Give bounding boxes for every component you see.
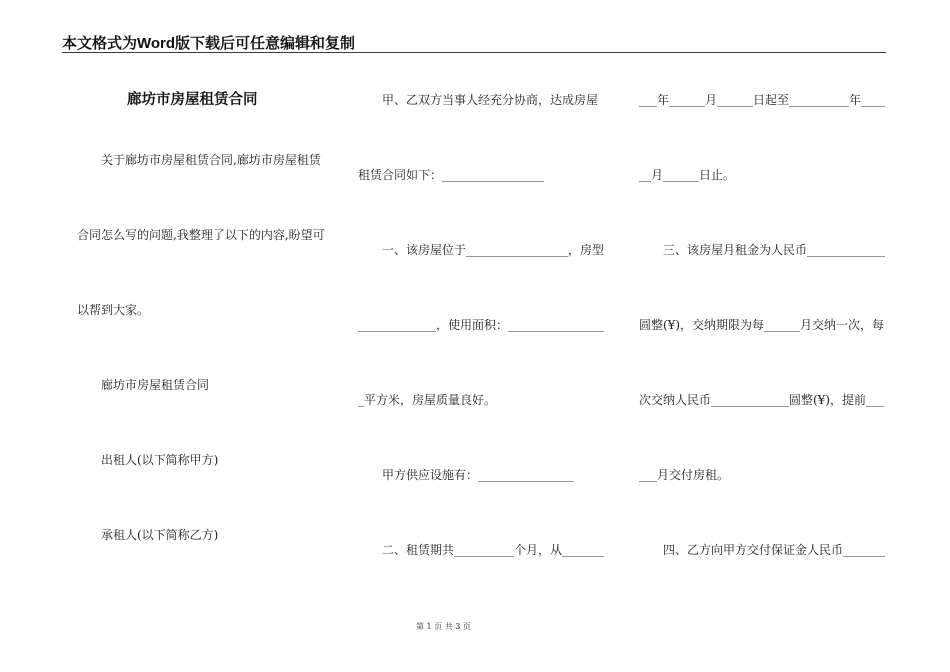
paragraph-line: 出租人(以下简称甲方): [101, 453, 219, 467]
contract-title: 廊坊市房屋租赁合同: [127, 92, 258, 108]
paragraph-line: 承租人(以下简称乙方): [101, 528, 219, 542]
paragraph-line: 甲、乙双方当事人经充分协商，达成房屋: [382, 93, 599, 107]
paragraph-line: ___月交付房租。: [639, 468, 730, 482]
paragraph-line: 二、租赁期共__________个月，从_______: [382, 543, 605, 557]
paragraph-line: 以帮到大家。: [77, 303, 150, 317]
paragraph-line: 圆整(¥)，交纳期限为每______月交纳一次，每: [639, 318, 884, 332]
column-right: [639, 0, 889, 672]
paragraph-line: 关于廊坊市房屋租赁合同,廊坊市房屋租赁: [101, 153, 321, 167]
paragraph-line: 一、该房屋位于_________________，房型: [382, 243, 605, 257]
paragraph-line: 三、该房屋月租金为人民币_____________: [663, 243, 886, 257]
column-left: [77, 0, 327, 672]
paragraph-line: 次交纳人民币_____________圆整(¥)，提前___: [639, 393, 884, 407]
paragraph-line: ___年______月______日起至__________年____: [639, 93, 886, 107]
paragraph-line: _____________，使用面积：________________: [358, 318, 605, 332]
document-header: 本文格式为Word版下载后可任意编辑和复制: [62, 35, 356, 52]
paragraph-line: __月______日止。: [639, 168, 736, 182]
page-footer: 第 1 页 共 3 页: [416, 622, 471, 631]
paragraph-line: 四、乙方向甲方交付保证金人民币_______: [663, 543, 886, 557]
paragraph-line: 甲方供应设施有：________________: [382, 468, 575, 482]
paragraph-line: 合同怎么写的问题,我整理了以下的内容,盼望可: [77, 228, 325, 242]
paragraph-line: 廊坊市房屋租赁合同: [101, 378, 210, 392]
column-middle: [358, 0, 608, 672]
paragraph-line: 租赁合同如下：_________________: [358, 168, 545, 182]
paragraph-line: _平方米，房屋质量良好。: [358, 393, 497, 407]
